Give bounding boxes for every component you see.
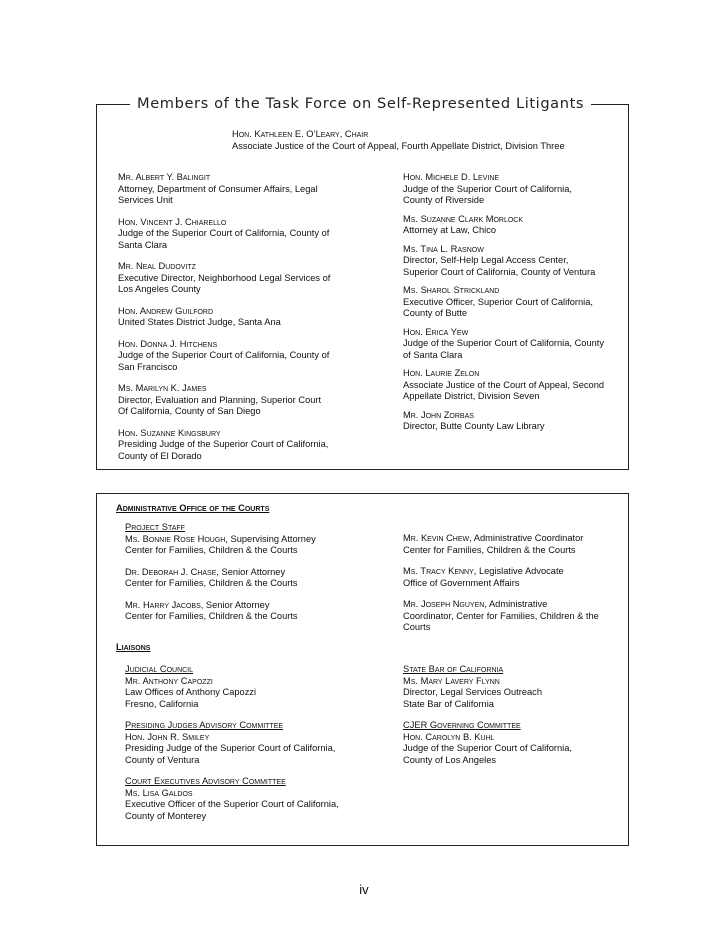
member-detail: County of Los Angeles (403, 754, 497, 765)
member-name: Hon. Carolyn B. Kuhl (403, 731, 495, 742)
member-name: Mr. Albert Y. Balingit (118, 172, 211, 182)
member-detail: County of Butte (403, 308, 468, 318)
member-name: Ms. Lisa Galdos (125, 787, 193, 798)
list-item (125, 600, 375, 623)
list-item (125, 567, 375, 590)
chair-name: Hon. Kathleen E. O’Leary, Chair (232, 129, 369, 139)
member-name-line (403, 244, 619, 256)
member-detail: Presiding Judge of the Superior Court of California, (118, 439, 329, 449)
member-detail: Executive Officer of the Superior Court of California, (125, 799, 339, 809)
list-item (125, 534, 375, 557)
member-name: Hon. Donna J. Hitchens (118, 338, 218, 349)
liaisons-heading: Liaisons (116, 642, 151, 652)
member-detail: County of El Dorado (118, 450, 202, 461)
member-detail: Law Offices of Anthony Capozzi (125, 687, 257, 697)
members-left-column (118, 172, 353, 472)
member-title: , Senior Attorney (200, 599, 270, 610)
member-name-line (403, 732, 619, 744)
member-name: Hon. Laurie Zelon (403, 368, 480, 378)
list-item (403, 368, 619, 403)
member-detail: Director, Self-Help Legal Access Center, (403, 255, 569, 265)
member-name: Ms. Suzanne Clark Morlock (403, 213, 524, 224)
list-item (125, 720, 375, 766)
member-name-line (118, 383, 353, 395)
member-name-line (118, 428, 353, 440)
aoc-heading: Administrative Office of the Courts (116, 503, 270, 513)
member-name-line (403, 566, 619, 578)
member-name: Mr. John Zorbas (403, 409, 474, 420)
staff-left-column (125, 522, 375, 633)
member-name: Hon. John R. Smiley (125, 731, 210, 742)
member-detail: Center for Families, Children & the Courts (125, 578, 298, 588)
member-name-line (118, 172, 353, 184)
liaisons-left-column (125, 664, 375, 832)
staff-right-column (403, 533, 619, 644)
member-title: , Legislative Advocate (473, 566, 564, 576)
member-detail: Superior Court of California, County of Ventura (403, 266, 596, 277)
member-name: Mr. Kevin Chew (403, 533, 470, 543)
member-title: , Supervising Attorney (225, 533, 316, 544)
page-number: iv (359, 882, 369, 897)
member-detail: Center for Families, Children & the Courts (403, 544, 576, 555)
member-detail: Judge of the Superior Court of California, County (403, 338, 605, 348)
member-name-line (403, 599, 619, 611)
member-detail: Courts (403, 622, 431, 632)
list-item (403, 720, 619, 766)
member-detail: Of California, County of San Diego (118, 406, 261, 416)
member-name: Ms. Marilyn K. James (118, 383, 207, 393)
member-title: , Administrative Coordinator (469, 533, 584, 543)
list-item (118, 217, 353, 252)
member-name: Ms. Mary Lavery Flynn (403, 675, 500, 686)
list-item (125, 664, 375, 710)
member-detail: Services Unit (118, 195, 173, 205)
member-name: Mr. Neal Dudovitz (118, 261, 196, 271)
member-detail: San Francisco (118, 361, 178, 372)
member-detail: Judge of the Superior Court of California, County of (118, 228, 330, 238)
committee-name: State Bar of California (403, 664, 504, 674)
member-name: Dr. Deborah J. Chase (125, 566, 217, 577)
member-name: Ms. Tina L. Rasnow (403, 243, 484, 254)
liaisons-right-column (403, 664, 619, 776)
member-name: Ms. Tracy Kenny (403, 566, 474, 576)
member-detail: Director, Legal Services Outreach (403, 687, 542, 697)
member-name: Ms. Sharol Strickland (403, 285, 500, 295)
member-detail: Presiding Judge of the Superior Court of California, (125, 743, 336, 753)
committee-name: Court Executives Advisory Committee (125, 776, 286, 786)
member-name-line (403, 676, 619, 688)
member-name: Hon. Andrew Guilford (118, 305, 214, 316)
member-name-line (403, 172, 619, 184)
member-name-line (403, 410, 619, 422)
list-item (118, 172, 353, 207)
member-name-line (403, 214, 619, 226)
member-detail: Judge of the Superior Court of California, (403, 743, 572, 753)
member-name: Mr. Anthony Capozzi (125, 675, 213, 686)
list-item (403, 566, 619, 589)
member-name: Hon. Suzanne Kingsbury (118, 427, 221, 438)
member-detail: Coordinator, Center for Families, Children & the (403, 610, 599, 621)
member-name-line (403, 285, 619, 297)
member-name-line (403, 327, 619, 339)
member-title: , Senior Attorney (216, 566, 286, 577)
member-detail: Center for Families, Children & the Courts (125, 545, 298, 555)
chair-block (232, 128, 565, 152)
member-name: Hon. Vincent J. Chiarello (118, 216, 227, 227)
member-detail: Director, Evaluation and Planning, Superior Court (118, 394, 322, 405)
member-detail: Center for Families, Children & the Courts (125, 611, 298, 621)
project-staff-label: Project Staff (125, 522, 185, 532)
member-name-line (125, 788, 375, 800)
member-name: Mr. Harry Jacobs (125, 599, 201, 610)
member-detail: Judge of the Superior Court of California, (403, 183, 572, 194)
member-detail: Attorney, Department of Consumer Affairs, Legal (118, 183, 318, 194)
member-name-line (125, 534, 375, 546)
member-name: Hon. Michele D. Levine (403, 172, 500, 182)
member-detail: Santa Clara (118, 239, 168, 250)
member-name-line (125, 567, 375, 579)
chair-role: Associate Justice of the Court of Appeal, Fourth Appellate District, Division Three (232, 141, 565, 151)
list-item (118, 383, 353, 418)
member-detail: Executive Director, Neighborhood Legal Services of (118, 272, 331, 283)
member-detail: State Bar of California (403, 698, 494, 709)
member-name-line (118, 339, 353, 351)
committee-name: Presiding Judges Advisory Committee (125, 720, 284, 730)
list-item (403, 285, 619, 320)
member-detail: Judge of the Superior Court of California, County of (118, 350, 330, 360)
committee-name: Judicial Council (125, 664, 194, 674)
member-detail: of Santa Clara (403, 349, 463, 360)
member-detail: United States District Judge, Santa Ana (118, 317, 281, 327)
member-detail: Office of Government Affairs (403, 577, 520, 588)
member-name-line (403, 368, 619, 380)
member-detail: Associate Justice of the Court of Appeal, Second (403, 379, 605, 390)
page-title: Members of the Task Force on Self-Represented Litigants (130, 95, 591, 113)
member-detail: Director, Butte County Law Library (403, 421, 545, 431)
member-detail: Los Angeles County (118, 284, 201, 294)
member-detail: Executive Officer, Superior Court of California, (403, 296, 593, 307)
member-name-line (118, 261, 353, 273)
member-detail: County of Riverside (403, 195, 485, 205)
member-name-line (125, 676, 375, 688)
member-name-line (125, 732, 375, 744)
list-item (403, 533, 619, 556)
list-item (118, 306, 353, 329)
list-item (403, 244, 619, 279)
member-detail: Attorney at Law, Chico (403, 225, 497, 235)
member-title: , Administrative (484, 599, 548, 609)
member-name: Hon. Erica Yew (403, 326, 469, 337)
list-item (403, 172, 619, 207)
members-right-column (403, 172, 619, 440)
member-detail: County of Ventura (125, 754, 200, 765)
list-item (118, 261, 353, 296)
list-item (403, 214, 619, 237)
list-item (403, 664, 619, 710)
member-detail: Appellate District, Division Seven (403, 391, 540, 401)
list-item (118, 428, 353, 463)
list-item (118, 339, 353, 374)
list-item (403, 410, 619, 433)
list-item (125, 776, 375, 822)
member-name: Mr. Joseph Nguyen (403, 599, 485, 609)
member-name-line (118, 217, 353, 229)
member-name-line (125, 600, 375, 612)
member-name: Ms. Bonnie Rose Hough (125, 533, 226, 544)
member-name-line (118, 306, 353, 318)
list-item (403, 599, 619, 634)
member-detail: County of Monterey (125, 810, 207, 821)
member-detail: Fresno, California (125, 698, 199, 709)
member-name-line (403, 533, 619, 545)
list-item (403, 327, 619, 362)
committee-name: CJER Governing Committee (403, 720, 521, 730)
